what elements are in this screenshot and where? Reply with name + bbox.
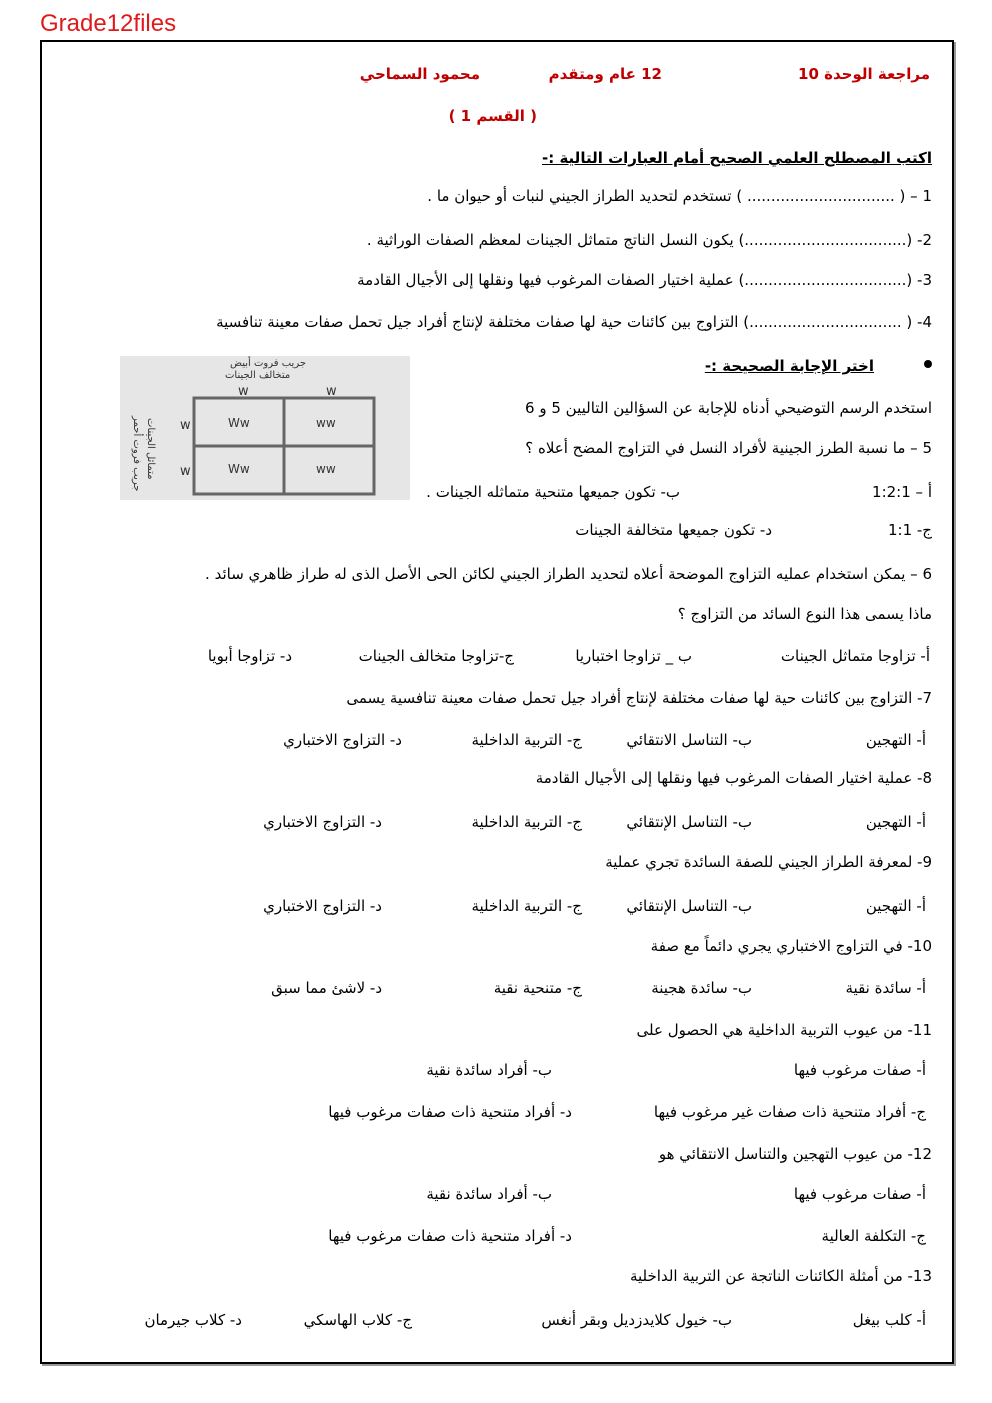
q9-option-c: ج- التربية الداخلية	[471, 897, 582, 915]
q12-option-a: أ- صفات مرغوب فيها	[793, 1185, 926, 1203]
part1-title: اكتب المصطلح العلمي الصحيح أمام العبارات التالية :-	[542, 149, 932, 167]
part2-intro: استخدم الرسم التوضيحي أدناه للإجابة عن السؤالين التاليين 5 و 6	[525, 399, 932, 417]
q11-option-d: د- أفراد متنحية ذات صفات مرغوب فيها	[328, 1103, 572, 1121]
q5-option-c: ج- 1:1	[887, 521, 932, 539]
q10-option-d: د- لاشئ مما سبق	[271, 979, 382, 997]
part1-item-3: 3- (..................................) عملية اختيار الصفات المرغوب فيها ونقلها إلى الأجيال القادمة	[357, 271, 932, 289]
q10-option-a: أ- سائدة نقية	[845, 979, 926, 997]
q10-question: 10- في التزاوج الاختباري يجري دائماً مع صفة	[650, 937, 932, 955]
part1-item-4: 4- ( ................................) التزاوج بين كائنات حية لها صفات مختلفة لإنتاج أفراد جيل تحمل صفات معينة تنافسية	[216, 313, 932, 331]
q9-option-a: أ- التهجين	[865, 897, 926, 915]
q12-question: 12- من عيوب التهجين والتناسل الانتقائي هو	[658, 1145, 932, 1163]
part1-item-1: 1 – ( ............................... ) تستخدم لتحديد الطراز الجيني لنبات أو حيوان ما .	[427, 187, 932, 205]
punnett-top-label-1: جريب فروت أبيض	[230, 358, 307, 369]
q6-option-d: د- تزاوجا أبويا	[207, 647, 292, 665]
q9-option-b: ب- التناسل الإنتقائي	[626, 897, 752, 915]
q7-option-a: أ- التهجين	[865, 731, 926, 749]
q11-option-b: ب- أفراد سائدة نقية	[426, 1061, 552, 1079]
header-grade: 12 عام ومتقدم	[548, 65, 662, 83]
header-review: مراجعة الوحدة 10	[798, 65, 930, 83]
q10-option-c: ج- متنحية نقية	[493, 979, 582, 997]
q6-question: 6 – يمكن استخدام عمليه التزاوج الموضحة أعلاه لتحديد الطراز الجيني لكائن الحى الأصل الذى له طراز ظاهري سائد .	[205, 565, 932, 583]
section-title: ( القسم 1 )	[448, 107, 537, 125]
punnett-cell-3: Ww	[228, 462, 250, 476]
q6-option-a: أ- تزاوجا متماثل الجينات	[780, 647, 930, 665]
bullet-icon	[924, 360, 932, 368]
q6-question-2: ماذا يسمى هذا النوع السائد من التزاوج ؟	[677, 605, 932, 623]
q7-option-c: ج- التربية الداخلية	[471, 731, 582, 749]
q8-option-c: ج- التربية الداخلية	[471, 813, 582, 831]
q5-question: 5 – ما نسبة الطرز الجينية لأفراد النسل في التزاوج المضح أعلاه ؟	[525, 439, 932, 457]
q7-option-d: د- التزاوج الاختباري	[283, 731, 402, 749]
punnett-top-label-2: متخالف الجينات	[225, 370, 291, 381]
q9-option-d: د- التزاوج الاختباري	[263, 897, 382, 915]
q8-option-a: أ- التهجين	[865, 813, 926, 831]
q12-option-b: ب- أفراد سائدة نقية	[426, 1185, 552, 1203]
q13-question: 13- من أمثلة الكائنات الناتجة عن التربية الداخلية	[629, 1267, 932, 1285]
q12-option-d: د- أفراد متنحية ذات صفات مرغوب فيها	[328, 1227, 572, 1245]
punnett-col-allele-2: w	[326, 384, 337, 399]
punnett-row-allele-1: w	[180, 418, 191, 433]
punnett-cell-2: ww	[316, 416, 336, 430]
q13-option-d: د- كلاب جيرمان	[144, 1311, 242, 1329]
punnett-grid	[120, 356, 410, 500]
q7-option-b: ب- التناسل الانتقائي	[626, 731, 752, 749]
q9-question: 9- لمعرفة الطراز الجيني للصفة السائدة تجري عملية	[605, 853, 932, 871]
q11-option-a: أ- صفات مرغوب فيها	[793, 1061, 926, 1079]
part2-title: اختر الإجابة الصحيحة :-	[704, 357, 874, 375]
q8-option-d: د- التزاوج الاختباري	[263, 813, 382, 831]
punnett-square	[120, 356, 410, 500]
brand-watermark: Grade12files	[40, 10, 177, 37]
punnett-row-allele-2: w	[180, 464, 191, 479]
q11-question: 11- من عيوب التربية الداخلية هي الحصول على	[636, 1021, 932, 1039]
punnett-cell-1: Ww	[228, 416, 250, 430]
header-author: محمود السماحي	[359, 65, 480, 83]
q7-question: 7- التزاوج بين كائنات حية لها صفات مختلفة لإنتاج أفراد جيل تحمل صفات معينة تنافسية يسمى	[346, 689, 932, 707]
q12-option-c: ج- التكلفة العالية	[821, 1227, 926, 1245]
q8-question: 8- عملية اختيار الصفات المرغوب فيها ونقلها إلى الأجيال القادمة	[535, 769, 932, 787]
punnett-side-label-1: جريب فروت أحمر	[131, 416, 142, 492]
q13-option-c: ج- كلاب الهاسكي	[303, 1311, 412, 1329]
punnett-col-allele-1: w	[238, 384, 249, 399]
punnett-side-label-2: متماثل الجينات	[145, 418, 156, 480]
q10-option-b: ب- سائدة هجينة	[651, 979, 752, 997]
q5-option-a: أ – 1:2:1	[872, 483, 932, 501]
part1-item-2: 2- (..................................) يكون النسل الناتج متماثل الجينات لمعظم الصفات الوراثية .	[366, 231, 932, 249]
punnett-cell-4: ww	[316, 462, 336, 476]
q6-option-b: ب _ تزاوجا اختباريا	[575, 647, 692, 665]
q6-option-c: ج-تزاوجا متخالف الجينات	[358, 647, 514, 665]
q8-option-b: ب- التناسل الإنتقائي	[626, 813, 752, 831]
q13-option-a: أ- كلب بيغل	[852, 1311, 926, 1329]
q5-option-b: ب- تكون جميعها متنحية متماثله الجينات .	[426, 483, 680, 501]
q5-option-d: د- تكون جميعها متخالفة الجينات	[575, 521, 772, 539]
q11-option-c: ج- أفراد متنحية ذات صفات غير مرغوب فيها	[653, 1103, 926, 1121]
q13-option-b: ب- خيول كلايدزديل وبقر أنغس	[541, 1311, 732, 1329]
